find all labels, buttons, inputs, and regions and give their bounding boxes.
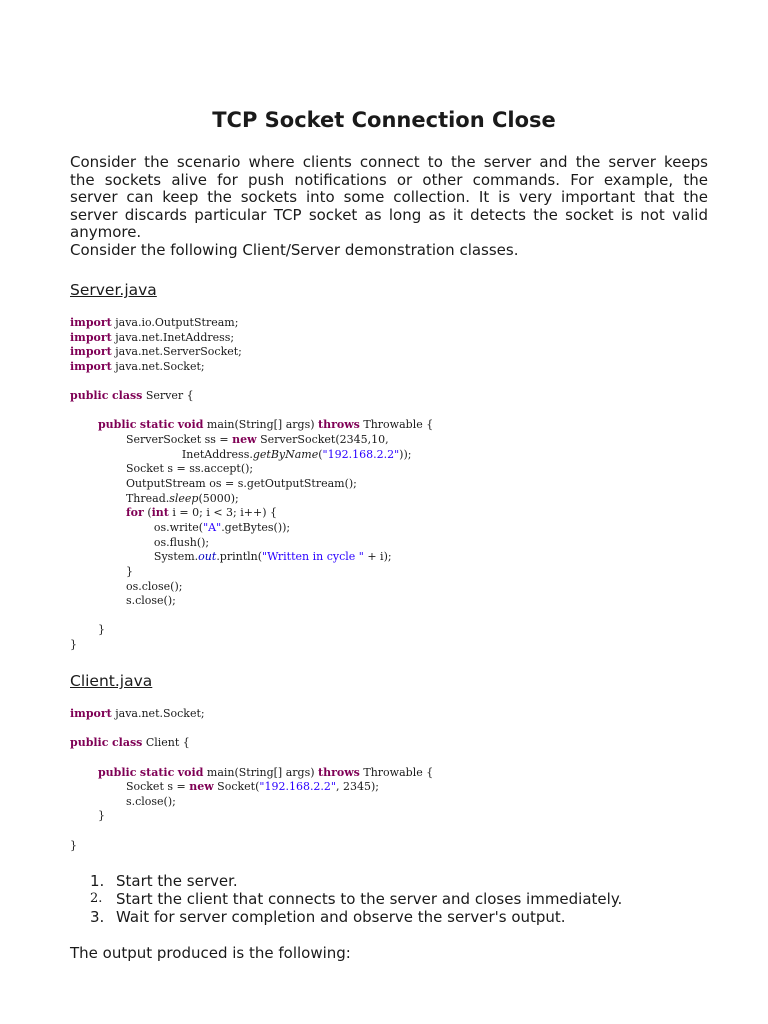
code-keyword: import (70, 330, 112, 344)
code-text: .getBytes()); (221, 520, 291, 534)
code-text: } (70, 809, 105, 823)
step-number: 2. (90, 891, 103, 906)
code-keyword: throws (318, 765, 360, 779)
code-text: } (70, 623, 105, 637)
code-text: s.close(); (70, 594, 176, 608)
code-text: Client { (142, 736, 190, 750)
code-keyword: throws (318, 418, 360, 432)
code-keyword: public (97, 765, 137, 779)
code-keyword: import (70, 316, 112, 329)
client-code-block (70, 707, 433, 853)
code-text: ServerSocket ss = (70, 433, 233, 447)
code-line (70, 609, 433, 624)
code-line (70, 506, 433, 521)
code-text: Socket s = (70, 780, 190, 794)
code-text: java.net.Socket; (111, 707, 205, 720)
code-line (70, 809, 433, 824)
code-text: )); (399, 447, 412, 461)
code-line (70, 707, 433, 722)
code-text (70, 506, 126, 519)
code-text: + i); (363, 550, 392, 564)
code-line (70, 550, 433, 565)
intro-line: Consider the following Client/Server demonstration classes. (70, 240, 519, 259)
code-string: "A" (203, 520, 222, 534)
steps-list (90, 872, 622, 926)
code-line (70, 404, 433, 419)
code-text: InetAddress. (70, 447, 253, 461)
code-line (70, 751, 433, 766)
code-line (70, 795, 433, 810)
code-keyword: public (97, 418, 137, 432)
code-line (70, 565, 433, 580)
step-number: 3. (90, 908, 105, 926)
step-text: Start the server. (116, 872, 238, 890)
code-text: java.net.InetAddress; (111, 330, 235, 344)
code-text: os.write( (70, 520, 204, 534)
code-text: main(String[] args) (203, 765, 318, 779)
code-text: Server { (142, 389, 194, 403)
code-keyword: static (139, 765, 175, 779)
code-static-method: getByName (252, 447, 319, 461)
code-line (70, 722, 433, 737)
code-keyword: new (232, 433, 257, 447)
step-text: Wait for server completion and observe the server's output. (116, 908, 566, 926)
server-code-block (70, 316, 433, 653)
intro-paragraph (70, 154, 708, 260)
code-line (70, 623, 433, 638)
code-keyword: class (111, 736, 143, 750)
code-line (70, 736, 433, 751)
code-text: (5000); (198, 491, 239, 505)
intro-line: the sockets alive for push notifications or other commands. For example, the (70, 170, 708, 189)
code-text: java.io.OutputStream; (111, 316, 239, 329)
code-line (70, 536, 433, 551)
client-java-heading: Client.java (70, 672, 153, 690)
code-keyword: for (125, 506, 144, 520)
code-line (70, 521, 433, 536)
step-text: Start the client that connects to the server and closes immediately. (116, 890, 623, 908)
code-line (70, 766, 433, 781)
code-string: "Written in cycle " (262, 550, 364, 564)
code-text: os.close(); (70, 579, 183, 593)
code-text: System. (70, 550, 199, 564)
code-keyword: import (70, 359, 112, 373)
code-line (70, 389, 433, 404)
code-keyword: public (70, 389, 109, 403)
code-line (70, 638, 433, 653)
output-intro-text: The output produced is the following: (70, 944, 351, 962)
code-keyword: void (177, 765, 204, 779)
code-text: Thread. (70, 491, 170, 505)
code-text: i = 0; i < 3; i++) { (168, 506, 277, 520)
intro-line: server can keep the sockets into some collection. It is very important that the (70, 188, 708, 207)
code-text: ( (318, 447, 323, 461)
code-keyword: public (70, 736, 109, 750)
list-item (90, 872, 622, 890)
document-title: TCP Socket Connection Close (212, 108, 556, 132)
code-keyword: void (177, 418, 204, 432)
code-line (70, 594, 433, 609)
code-text: Throwable { (359, 418, 434, 432)
list-item (90, 890, 622, 908)
code-text: s.close(); (70, 794, 176, 808)
code-line (70, 360, 433, 375)
code-keyword: int (151, 506, 169, 520)
code-keyword: static (139, 418, 175, 432)
code-text: os.flush(); (70, 535, 210, 549)
code-keyword: new (189, 780, 214, 794)
intro-line: Consider the scenario where clients connect to the server and the server keeps (70, 153, 708, 171)
step-number: 1. (90, 872, 105, 890)
code-keyword: class (111, 389, 143, 403)
code-line (70, 824, 433, 839)
code-line (70, 448, 433, 463)
code-text (70, 766, 98, 779)
code-text: OutputStream os = s.getOutputStream(); (70, 477, 357, 491)
code-text: java.net.ServerSocket; (111, 345, 242, 359)
code-text: , 2345); (336, 780, 379, 794)
code-line (70, 839, 433, 854)
code-line (70, 375, 433, 390)
server-java-heading: Server.java (70, 281, 157, 299)
code-string: "192.168.2.2" (322, 447, 400, 461)
code-text: java.net.Socket; (111, 359, 205, 373)
code-text (70, 418, 98, 431)
code-line (70, 316, 433, 331)
code-text: ( (143, 506, 152, 520)
intro-line: server discards particular TCP socket as long as it detects the socket is not valid (70, 205, 708, 224)
code-text: ServerSocket(2345,10, (256, 433, 389, 447)
code-static-field: out (198, 550, 217, 564)
code-keyword: import (70, 707, 112, 720)
code-static-method: sleep (169, 491, 199, 505)
code-text: Throwable { (359, 765, 434, 779)
code-line (70, 331, 433, 346)
code-string: "192.168.2.2" (259, 780, 336, 794)
code-text: Socket( (213, 780, 260, 794)
code-text: } (70, 638, 77, 652)
intro-line: anymore. (70, 223, 142, 242)
code-keyword: import (70, 345, 112, 359)
code-line (70, 433, 433, 448)
code-text: } (70, 838, 77, 852)
code-line (70, 492, 433, 507)
code-line (70, 462, 433, 477)
code-line (70, 780, 433, 795)
code-line (70, 580, 433, 595)
code-line (70, 418, 433, 433)
list-item (90, 908, 622, 926)
code-text: Socket s = ss.accept(); (70, 462, 254, 476)
code-line (70, 345, 433, 360)
code-text: .println( (216, 550, 263, 564)
code-text: } (70, 564, 133, 578)
code-line (70, 477, 433, 492)
code-text: main(String[] args) (203, 418, 318, 432)
